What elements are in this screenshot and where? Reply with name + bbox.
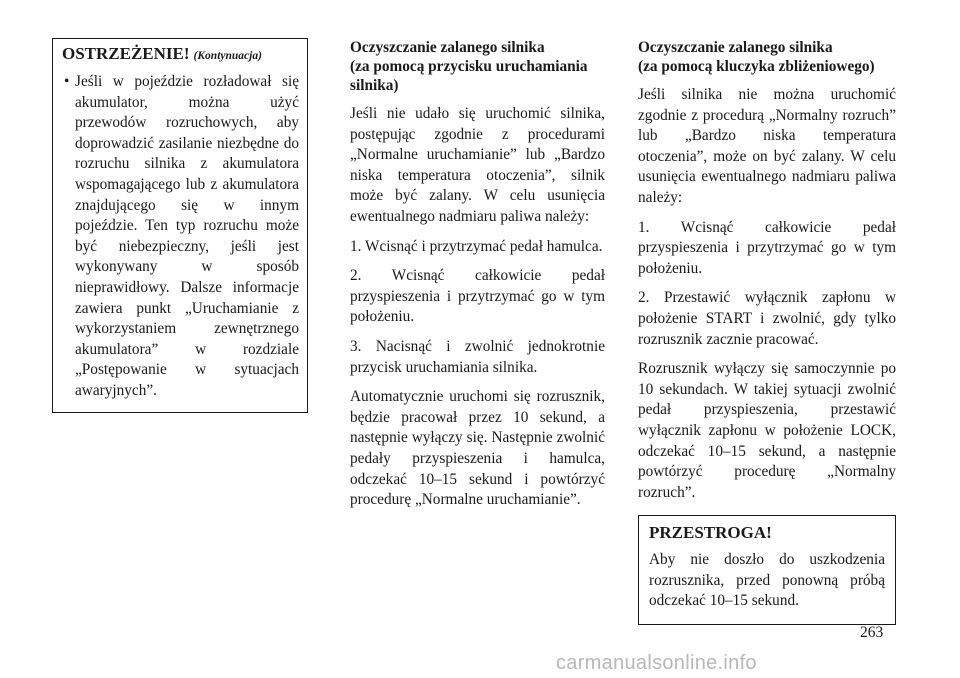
section-heading-button (350, 38, 605, 95)
bullet-icon: • (64, 73, 70, 90)
warning-bullet-item (62, 72, 299, 402)
section-heading-key (638, 38, 896, 76)
heading-line-1: Oczyszczanie zalanego silnika (638, 39, 833, 56)
step-2: 2. Przestawić wyłącznik zapłonu w położenie START i zwolnić, gdy tylko rozrusznik zacznie pracować. (638, 289, 896, 348)
paragraph-outro: Rozrusznik wyłączy się samoczynnie po 10 sekundach. W takiej sytuacji zwolnić pedał przyspieszenia, przestawić wyłącznik zapłonu w położenie LOCK, odczekać 10–15 sekund, a następnie powtórzyć procedurę „Normalny rozruch”. (638, 360, 896, 501)
heading-line-2: (za pomocą przycisku uruchamiania silnika) (350, 58, 588, 94)
warning-box (52, 38, 308, 413)
warning-bullet-text: Jeśli w pojeździe rozładował się akumulator, można użyć przewodów rozruchowych, aby doprowadzić zasilanie niezbędne do rozruchu silnika z akumulatora wspomagającego lub z akumulatora znajdującego się w innym pojeździe. Ten typ rozruchu może być niebezpieczny, jeśli jest wykonywany w sposób nieprawidłowy. Dalsze informacje zawiera punkt „Uruchamianie z wykorzystaniem zewnętrznego akumulatora” w rozdziale „Postępowanie w sytuacjach awaryjnych”. (75, 73, 299, 399)
heading-line-2: (za pomocą kluczyka zbliżeniowego) (638, 58, 875, 75)
step-1: 1. Wcisnąć całkowicie pedał przyspieszenia i przytrzymać go w tym położeniu. (638, 218, 896, 277)
paragraph-intro: Jeśli silnika nie można uruchomić zgodnie z procedurą „Normalny rozruch” lub „Bardzo niska temperatura otoczenia”, może on być zalany. W celu usunięcia ewentualnego nadmiaru paliwa należy: (638, 86, 896, 206)
heading-line-1: Oczyszczanie zalanego silnika (350, 39, 545, 56)
caution-title: PRZESTROGA! (649, 523, 772, 543)
page-number: 263 (860, 624, 884, 641)
step-2: 2. Wcisnąć całkowicie pedał przyspieszenia i przytrzymać go w tym położeniu. (350, 267, 605, 326)
caution-box (638, 515, 896, 625)
paragraph-intro: Jeśli nie udało się uruchomić silnika, postępując zgodnie z procedurami „Normalne uruchamianie” lub „Bardzo niska temperatura otoczenia”, silnik może być zalany. W celu usunięcia ewentualnego nadmiaru paliwa należy: (350, 105, 605, 225)
column-left (52, 38, 308, 413)
warning-continued: (Kontynuacja) (193, 50, 262, 62)
step-1: 1. Wcisnąć i przytrzymać pedał hamulca. (350, 237, 603, 255)
warning-title-row (62, 43, 299, 67)
warning-title: OSTRZEŻENIE! (62, 44, 190, 63)
column-middle (350, 38, 605, 520)
column-right (638, 38, 896, 625)
step-3: 3. Nacisnąć i zwolnić jednokrotnie przycisk uruchamiania silnika. (350, 337, 605, 376)
caution-text: Aby nie doszło do uszkodzenia rozrusznika, przed ponowną próbą odczekać 10–15 sekund. (649, 551, 885, 610)
watermark: carmanualsonline.info (556, 652, 757, 674)
paragraph-outro: Automatycznie uruchomi się rozrusznik, będzie pracował przez 10 sekund, a następnie wyłączy się. Następnie zwolnić pedały przyspieszenia i hamulca, odczekać 10–15 sekund i powtórzyć procedurę „Normalne uruchamianie”. (350, 388, 605, 509)
